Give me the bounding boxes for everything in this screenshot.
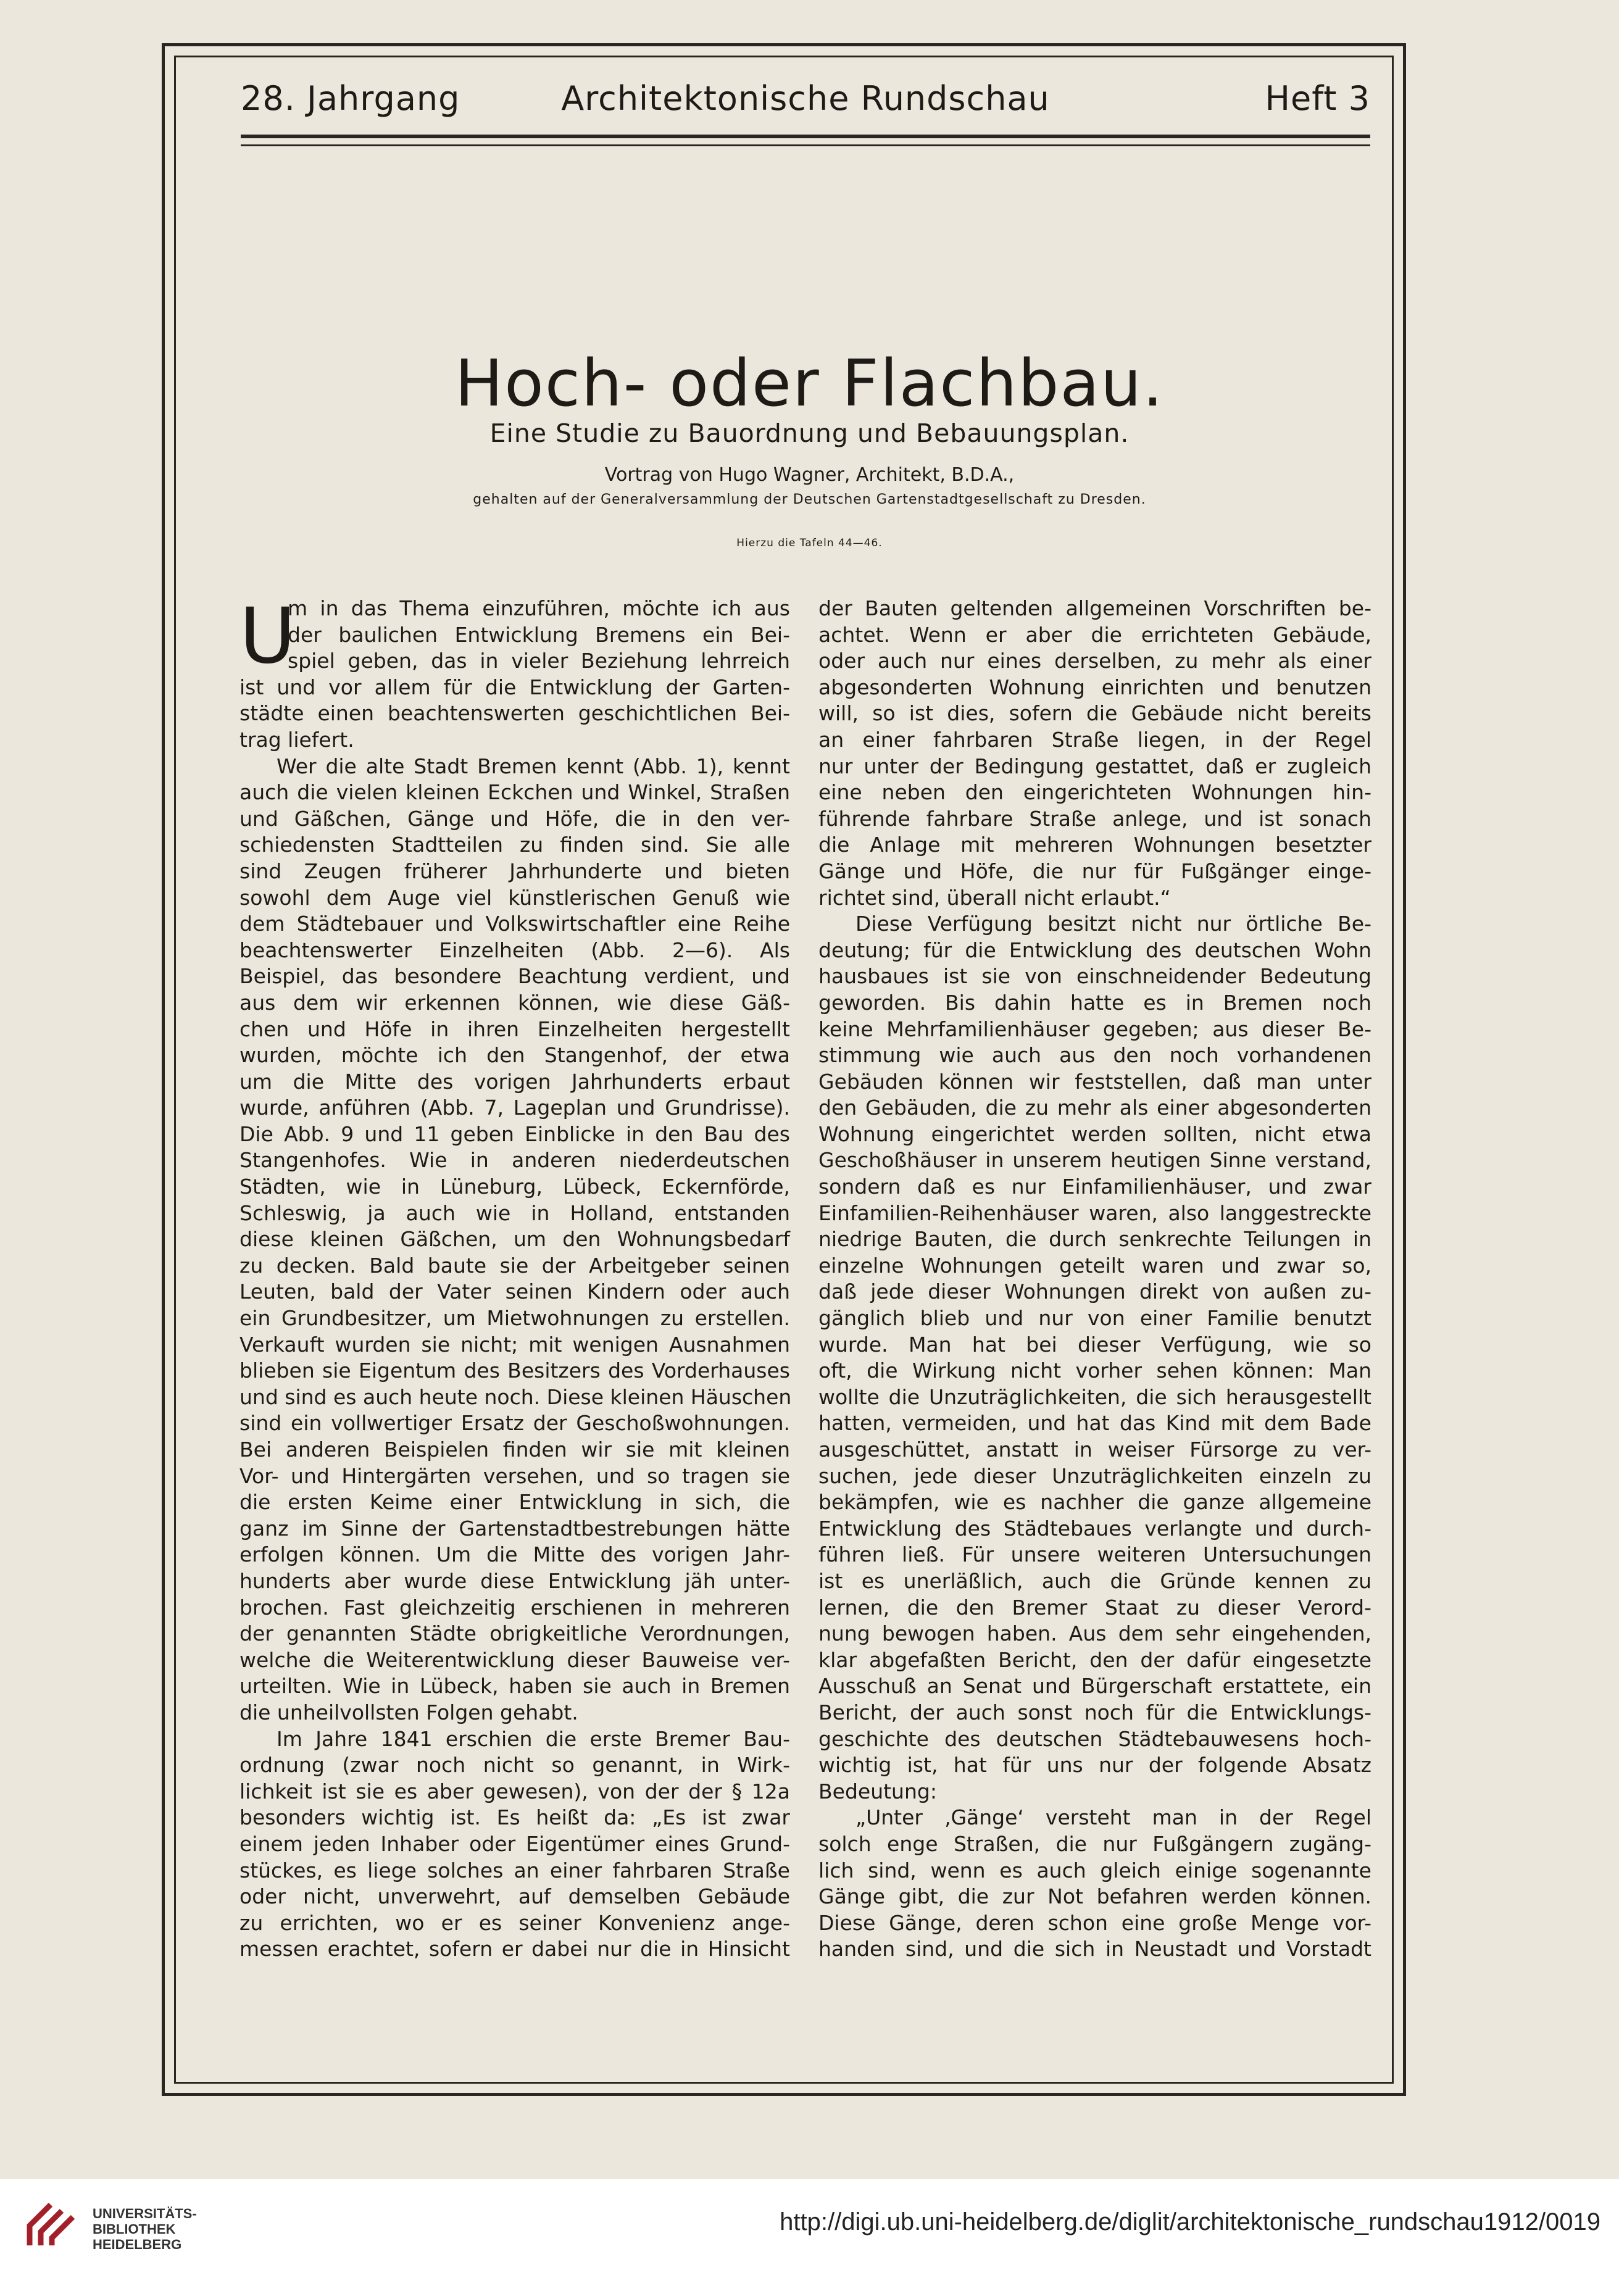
text-line: führen ließ. Für unsere weiteren Untersuchungen <box>818 1542 1371 1567</box>
text-line: chen und Höfe in ihren Einzelheiten hergestellt <box>239 1017 790 1041</box>
text-line: deutung; für die Entwicklung des deutschen Wohn <box>818 938 1371 962</box>
text-line: eine neben den eingerichteten Wohnungen hin- <box>818 780 1371 805</box>
text-line: führende fahrbare Straße anlege, und ist sonach <box>818 806 1371 831</box>
text-line: Diese Verfügung besitzt nicht nur örtliche Be- <box>855 912 1371 936</box>
running-header <box>241 79 1370 128</box>
text-line: sondern daß es nur Einfamilienhäuser, und zwar <box>818 1175 1371 1199</box>
journal-title: Architektonische Rundschau <box>561 79 1050 118</box>
text-line: der genannten Städte obrigkeitliche Verordnungen, <box>239 1621 790 1646</box>
library-name-line: UNIVERSITÄTS- <box>93 2206 197 2221</box>
article-subtitle: Eine Studie zu Bauordnung und Bebauungsplan. <box>489 418 1130 448</box>
article-byline: Vortrag von Hugo Wagner, Architekt, B.D.A., <box>604 464 1015 486</box>
text-line: lich sind, wenn es auch gleich einige sogenannte <box>818 1858 1371 1882</box>
text-line: abgesonderten Wohnung einrichten und benutzen <box>818 675 1371 699</box>
text-line: Ausschuß an Senat und Bürgerschaft erstattete, ein <box>818 1674 1371 1699</box>
text-line: geworden. Bis dahin hatte es in Bremen noch <box>818 990 1371 1015</box>
text-line: Bei anderen Beispielen finden wir sie mit kleinen <box>239 1437 790 1462</box>
text-line: sowohl dem Auge viel künstlerischen Genuß wie <box>239 885 790 910</box>
text-line: den Gebäuden, die zu mehr als einer abgesonderten <box>818 1096 1371 1120</box>
text-line: Die Abb. 9 und 11 geben Einblicke in den Bau des <box>239 1121 790 1146</box>
text-line: Wohnung eingerichtet werden sollten, nicht etwa <box>818 1121 1371 1146</box>
text-line: zu decken. Bald baute sie der Arbeitgeber seinen <box>239 1253 790 1278</box>
text-line: dem Städtebauer und Volkswirtschaftler eine Reihe <box>239 912 790 936</box>
text-line: ein Grundbesitzer, um Mietwohnungen zu erstellen. <box>239 1306 790 1331</box>
text-line: Gänge gibt, die zur Not befahren werden können. <box>818 1884 1371 1909</box>
text-line: der baulichen Entwicklung Bremens ein Bei- <box>288 622 790 647</box>
text-line: ist es unerläßlich, auch die Gründe kennen zu <box>818 1568 1371 1593</box>
text-column-left <box>239 592 792 1963</box>
text-line: der Bauten geltenden allgemeinen Vorschriften be- <box>818 596 1371 620</box>
text-line: messen erachtet, sofern er dabei nur die in Hinsicht <box>239 1937 790 1961</box>
text-line: die ersten Keime einer Entwicklung in sich, die <box>239 1490 790 1515</box>
text-line: auch die vielen kleinen Eckchen und Winkel, Straßen <box>239 780 790 805</box>
text-line: oder auch nur eines derselben, zu mehr als einer <box>818 649 1371 673</box>
viewer-footer <box>0 2179 1619 2296</box>
header-rule-thick <box>241 135 1370 138</box>
text-line: Stangenhofes. Wie in anderen niederdeutschen <box>239 1148 790 1173</box>
text-line: lichkeit ist sie es aber gewesen), von der der § 12a <box>239 1779 790 1803</box>
text-line: achtet. Wenn er aber die errichteten Gebäude, <box>818 622 1371 647</box>
text-line: oft, die Wirkung nicht vorher sehen können: Man <box>818 1358 1371 1383</box>
text-line: um die Mitte des vorigen Jahrhunderts erbaut <box>239 1069 790 1094</box>
text-line: oder nicht, unverwehrt, auf demselben Gebäude <box>239 1884 790 1909</box>
text-line: diese kleinen Gäßchen, um den Wohnungsbedarf <box>239 1227 790 1252</box>
text-column-right <box>818 596 1371 1963</box>
text-line: Bericht, der auch sonst noch für die Entwicklungs- <box>818 1700 1371 1724</box>
text-line: Städten, wie in Lüneburg, Lübeck, Eckernförde, <box>239 1175 790 1199</box>
issue-label: Heft 3 <box>1265 79 1370 118</box>
text-line: Schleswig, ja auch wie in Holland, entstanden <box>239 1200 790 1225</box>
text-line: an einer fahrbaren Straße liegen, in der Regel <box>818 727 1371 752</box>
text-line: wurde. Man hat bei dieser Verfügung, wie so <box>818 1332 1371 1357</box>
text-line: Beispiel, das besondere Beachtung verdient, und <box>239 964 790 989</box>
text-line: sind ein vollwertiger Ersatz der Geschoßwohnungen. <box>239 1411 790 1436</box>
text-line: hatten, vermeiden, und hat das Kind mit dem Bade <box>818 1411 1371 1436</box>
text-line: schiedensten Stadtteilen zu finden sind. Sie alle <box>239 833 790 857</box>
text-line: brochen. Fast gleichzeitig erschienen in mehreren <box>239 1595 790 1620</box>
library-name-line: HEIDELBERG <box>93 2237 182 2252</box>
library-name[interactable] <box>93 2206 197 2252</box>
text-line: wurde, anführen (Abb. 7, Lageplan und Grundrisse). <box>239 1096 790 1120</box>
text-line: einem jeden Inhaber oder Eigentümer eines Grund- <box>239 1831 790 1856</box>
text-line: hunderts aber wurde diese Entwicklung jäh unter- <box>239 1568 790 1593</box>
text-line: einzelne Wohnungen geteilt waren und zwar so, <box>818 1253 1371 1278</box>
text-line: Einfamilien-Reihenhäuser waren, also langgestreckte <box>818 1200 1371 1225</box>
text-line: will, so ist dies, sofern die Gebäude nicht bereits <box>818 701 1371 726</box>
text-line: städte einen beachtenswerten geschichtlichen Bei- <box>239 701 790 726</box>
text-line: Im Jahre 1841 erschien die erste Bremer Bau- <box>277 1726 790 1751</box>
text-line: Leuten, bald der Vater seinen Kindern oder auch <box>239 1279 790 1304</box>
source-url-link[interactable]: http://digi.ub.uni-heidelberg.de/diglit/architektonische_rundschau1912/0019 <box>780 2208 1600 2236</box>
text-line: wollte die Unzuträglichkeiten, die sich herausgestellt <box>818 1384 1371 1409</box>
text-line: und sind es auch heute noch. Diese kleinen Häuschen <box>239 1384 792 1409</box>
text-line: Bedeutung: <box>818 1779 937 1803</box>
text-line: geschichte des deutschen Städtebauwesens hoch- <box>818 1726 1371 1751</box>
article-occasion: gehalten auf der Generalversammlung der Deutschen Gartenstadtgesellschaft zu Dresden. <box>473 492 1146 507</box>
text-line: urteilten. Wie in Lübeck, haben sie auch in Bremen <box>239 1674 790 1699</box>
text-line: sind Zeugen früherer Jahrhunderte und bieten <box>239 859 790 883</box>
text-line: Wer die alte Stadt Bremen kennt (Abb. 1), kennt <box>277 754 790 778</box>
text-line: gänglich blieb und nur von einer Familie benutzt <box>818 1306 1371 1331</box>
text-line: trag liefert. <box>239 727 354 752</box>
text-line: bekämpfen, wie es nachher die ganze allgemeine <box>818 1490 1371 1515</box>
text-line: Diese Gänge, deren schon eine große Menge vor- <box>818 1910 1371 1935</box>
text-line: klar abgefaßten Bericht, den der dafür eingesetzte <box>818 1647 1371 1672</box>
text-line: ganz im Sinne der Gartenstadtbestrebungen hätte <box>239 1516 790 1541</box>
text-line: erfolgen können. Um die Mitte des vorigen Jahr- <box>239 1542 790 1567</box>
text-line: zu errichten, wo er es seiner Konvenienz ange- <box>239 1910 790 1935</box>
article-title: Hoch- oder Flachbau. <box>454 346 1165 421</box>
text-line: Geschoßhäuser in unserem heutigen Sinne verstand, <box>818 1148 1371 1173</box>
volume-label: 28. Jahrgang <box>241 79 460 118</box>
text-line: blieben sie Eigentum des Besitzers des Vorderhauses <box>239 1358 790 1383</box>
library-name-line: BIBLIOTHEK <box>93 2221 176 2237</box>
text-line: lernen, die den Bremer Staat zu dieser Verord- <box>818 1595 1371 1620</box>
text-line: nur unter der Bedingung gestattet, daß er zugleich <box>818 754 1371 778</box>
text-line: keine Mehrfamilienhäuser gegeben; aus dieser Be- <box>818 1017 1371 1041</box>
text-line: wurden, möchte ich den Stangenhof, der etwa <box>239 1043 790 1068</box>
text-line: hausbaues ist sie von einschneidender Bedeutung <box>818 964 1371 989</box>
text-line: ordnung (zwar noch nicht so genannt, in Wirk- <box>239 1753 790 1778</box>
text-line: m in das Thema einzuführen, möchte ich aus <box>288 596 790 620</box>
text-line: die Anlage mit mehreren Wohnungen besetzter <box>818 833 1371 857</box>
drop-cap: U <box>239 592 296 681</box>
text-line: stimmung wie auch aus den noch vorhandenen <box>818 1043 1371 1068</box>
text-line: daß jede dieser Wohnungen direkt von außen zu- <box>818 1279 1371 1304</box>
text-line: solch enge Straßen, die nur Fußgängern zugäng- <box>818 1831 1371 1856</box>
text-line: welche die Weiterentwicklung dieser Bauweise ver- <box>239 1647 790 1672</box>
text-line: richtet sind, überall nicht erlaubt.“ <box>818 885 1171 910</box>
text-line: ist und vor allem für die Entwicklung der Garten- <box>239 675 790 699</box>
text-line: besonders wichtig ist. Es heißt da: „Es ist zwar <box>239 1805 790 1830</box>
text-line: Verkauft wurden sie nicht; mit wenigen Ausnahmen <box>239 1332 790 1357</box>
university-library-logo-icon[interactable] <box>23 2196 80 2253</box>
text-line: die unheilvollsten Folgen gehabt. <box>239 1700 578 1724</box>
text-line: ausgeschüttet, anstatt in weiser Fürsorge zu ver- <box>818 1437 1371 1462</box>
plates-note: Hierzu die Tafeln 44—46. <box>736 537 883 549</box>
text-line: „Unter ‚Gänge‘ versteht man in der Regel <box>855 1805 1371 1830</box>
text-line: Gänge und Höfe, die nur für Fußgänger einge- <box>818 859 1371 883</box>
header-rule-thin <box>241 144 1370 146</box>
text-line: handen sind, und die sich in Neustadt und Vorstadt <box>818 1937 1371 1961</box>
text-line: nung bewogen haben. Aus dem sehr eingehenden, <box>818 1621 1371 1646</box>
text-line: Entwicklung des Städtebaues verlangte und durch- <box>818 1516 1371 1541</box>
text-line: spiel geben, das in vieler Beziehung lehrreich <box>288 649 790 673</box>
text-line: Gebäuden können wir feststellen, daß man unter <box>818 1069 1371 1094</box>
text-line: aus dem wir erkennen können, wie diese Gäß- <box>239 990 790 1015</box>
text-line: niedrige Bauten, die durch senkrechte Teilungen in <box>818 1227 1371 1252</box>
text-line: beachtenswerter Einzelheiten (Abb. 2—6). Als <box>239 938 790 962</box>
text-line: wichtig ist, hat für uns nur der folgende Absatz <box>818 1753 1371 1778</box>
text-line: stückes, es liege solches an einer fahrbaren Straße <box>239 1858 790 1882</box>
text-line: und Gäßchen, Gänge und Höfe, die in den ver- <box>239 806 790 831</box>
text-line: Vor- und Hintergärten versehen, und so tragen sie <box>239 1463 790 1488</box>
text-line: suchen, jede dieser Unzuträglichkeiten einzeln zu <box>818 1463 1371 1488</box>
